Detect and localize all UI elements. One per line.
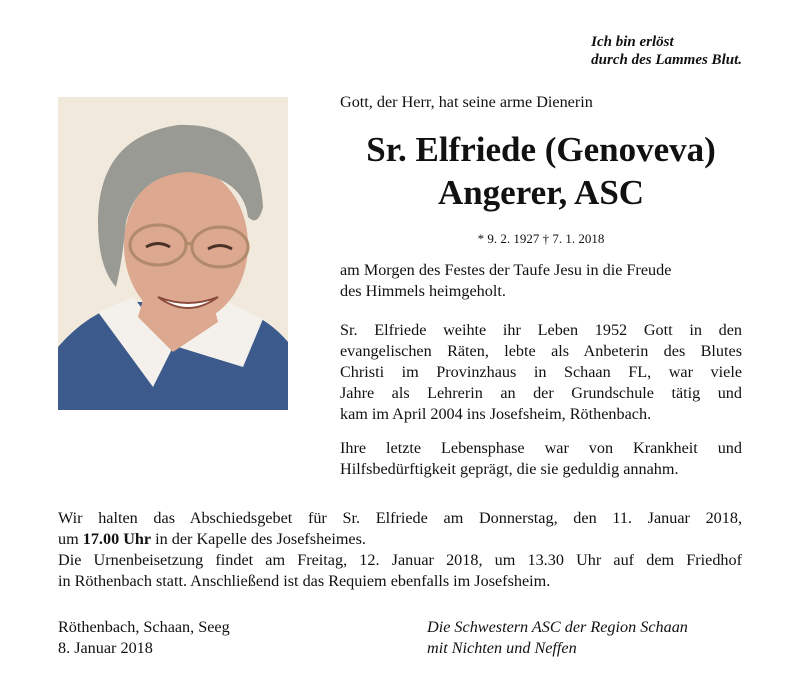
text-line: in Röthenbach statt. Anschließend ist das Requiem ebenfalls im Josefsheim.: [58, 572, 551, 590]
biography: [340, 320, 742, 425]
biography-final: [340, 438, 742, 480]
text-line: [58, 529, 742, 550]
date-line: 8. Januar 2018: [58, 639, 153, 657]
text-line: des Himmels heimgeholt.: [340, 282, 506, 300]
text-line: Die Urnenbeisetzung findet am Freitag, 12. Januar 2018, um 13.30 Uhr auf dem Friedhof: [58, 551, 742, 569]
glasses-bridge: [186, 243, 192, 244]
text-line: Hilfsbedürftigkeit geprägt, die sie geduldig annahm.: [340, 460, 679, 478]
burial-info: [58, 550, 742, 592]
life-dates: * 9. 2. 1927 † 7. 1. 2018: [477, 231, 605, 246]
place-line: Röthenbach, Schaan, Seeg: [58, 618, 230, 636]
intro-text: Gott, der Herr, hat seine arme Dienerin: [340, 93, 593, 111]
service-prefix: um: [58, 530, 79, 548]
text-line: Jahre als Lehrerin an der Grundschule tätig und: [340, 384, 742, 402]
place-and-date: [58, 617, 230, 659]
portrait-illustration: [58, 97, 288, 410]
name-line: Sr. Elfriede (Genoveva): [366, 130, 716, 169]
text-line: Ihre letzte Lebensphase war von Krankheit und: [340, 439, 742, 457]
text-line: Christi im Provinzhaus in Schaan FL, war viele: [340, 363, 742, 381]
motto-line: durch des Lammes Blut.: [591, 52, 742, 68]
portrait-photo: [58, 97, 288, 410]
signers: [427, 617, 688, 659]
motto: [591, 33, 742, 69]
service-info: [58, 508, 742, 550]
deceased-name: [318, 128, 764, 214]
text-line: kam im April 2004 ins Josefsheim, Röthenbach.: [340, 405, 652, 423]
text-line: am Morgen des Festes der Taufe Jesu in die Freude: [340, 261, 672, 279]
text-line: Wir halten das Abschiedsgebet für Sr. Elfriede am Donnerstag, den 11. Januar 2018,: [58, 509, 742, 527]
signer-line: Die Schwestern ASC der Region Schaan: [427, 618, 688, 636]
signer-line: mit Nichten und Neffen: [427, 639, 577, 657]
service-suffix: in der Kapelle des Josefsheimes.: [155, 530, 366, 548]
motto-line: Ich bin erlöst: [591, 34, 674, 50]
text-line: evangelischen Räten, lebte als Anbeterin des Blutes: [340, 342, 742, 360]
heimgeholt-text: [340, 260, 742, 302]
name-line: Angerer, ASC: [437, 173, 645, 212]
service-time: 17.00 Uhr: [82, 530, 152, 548]
text-line: Sr. Elfriede weihte ihr Leben 1952 Gott in den: [340, 321, 742, 339]
